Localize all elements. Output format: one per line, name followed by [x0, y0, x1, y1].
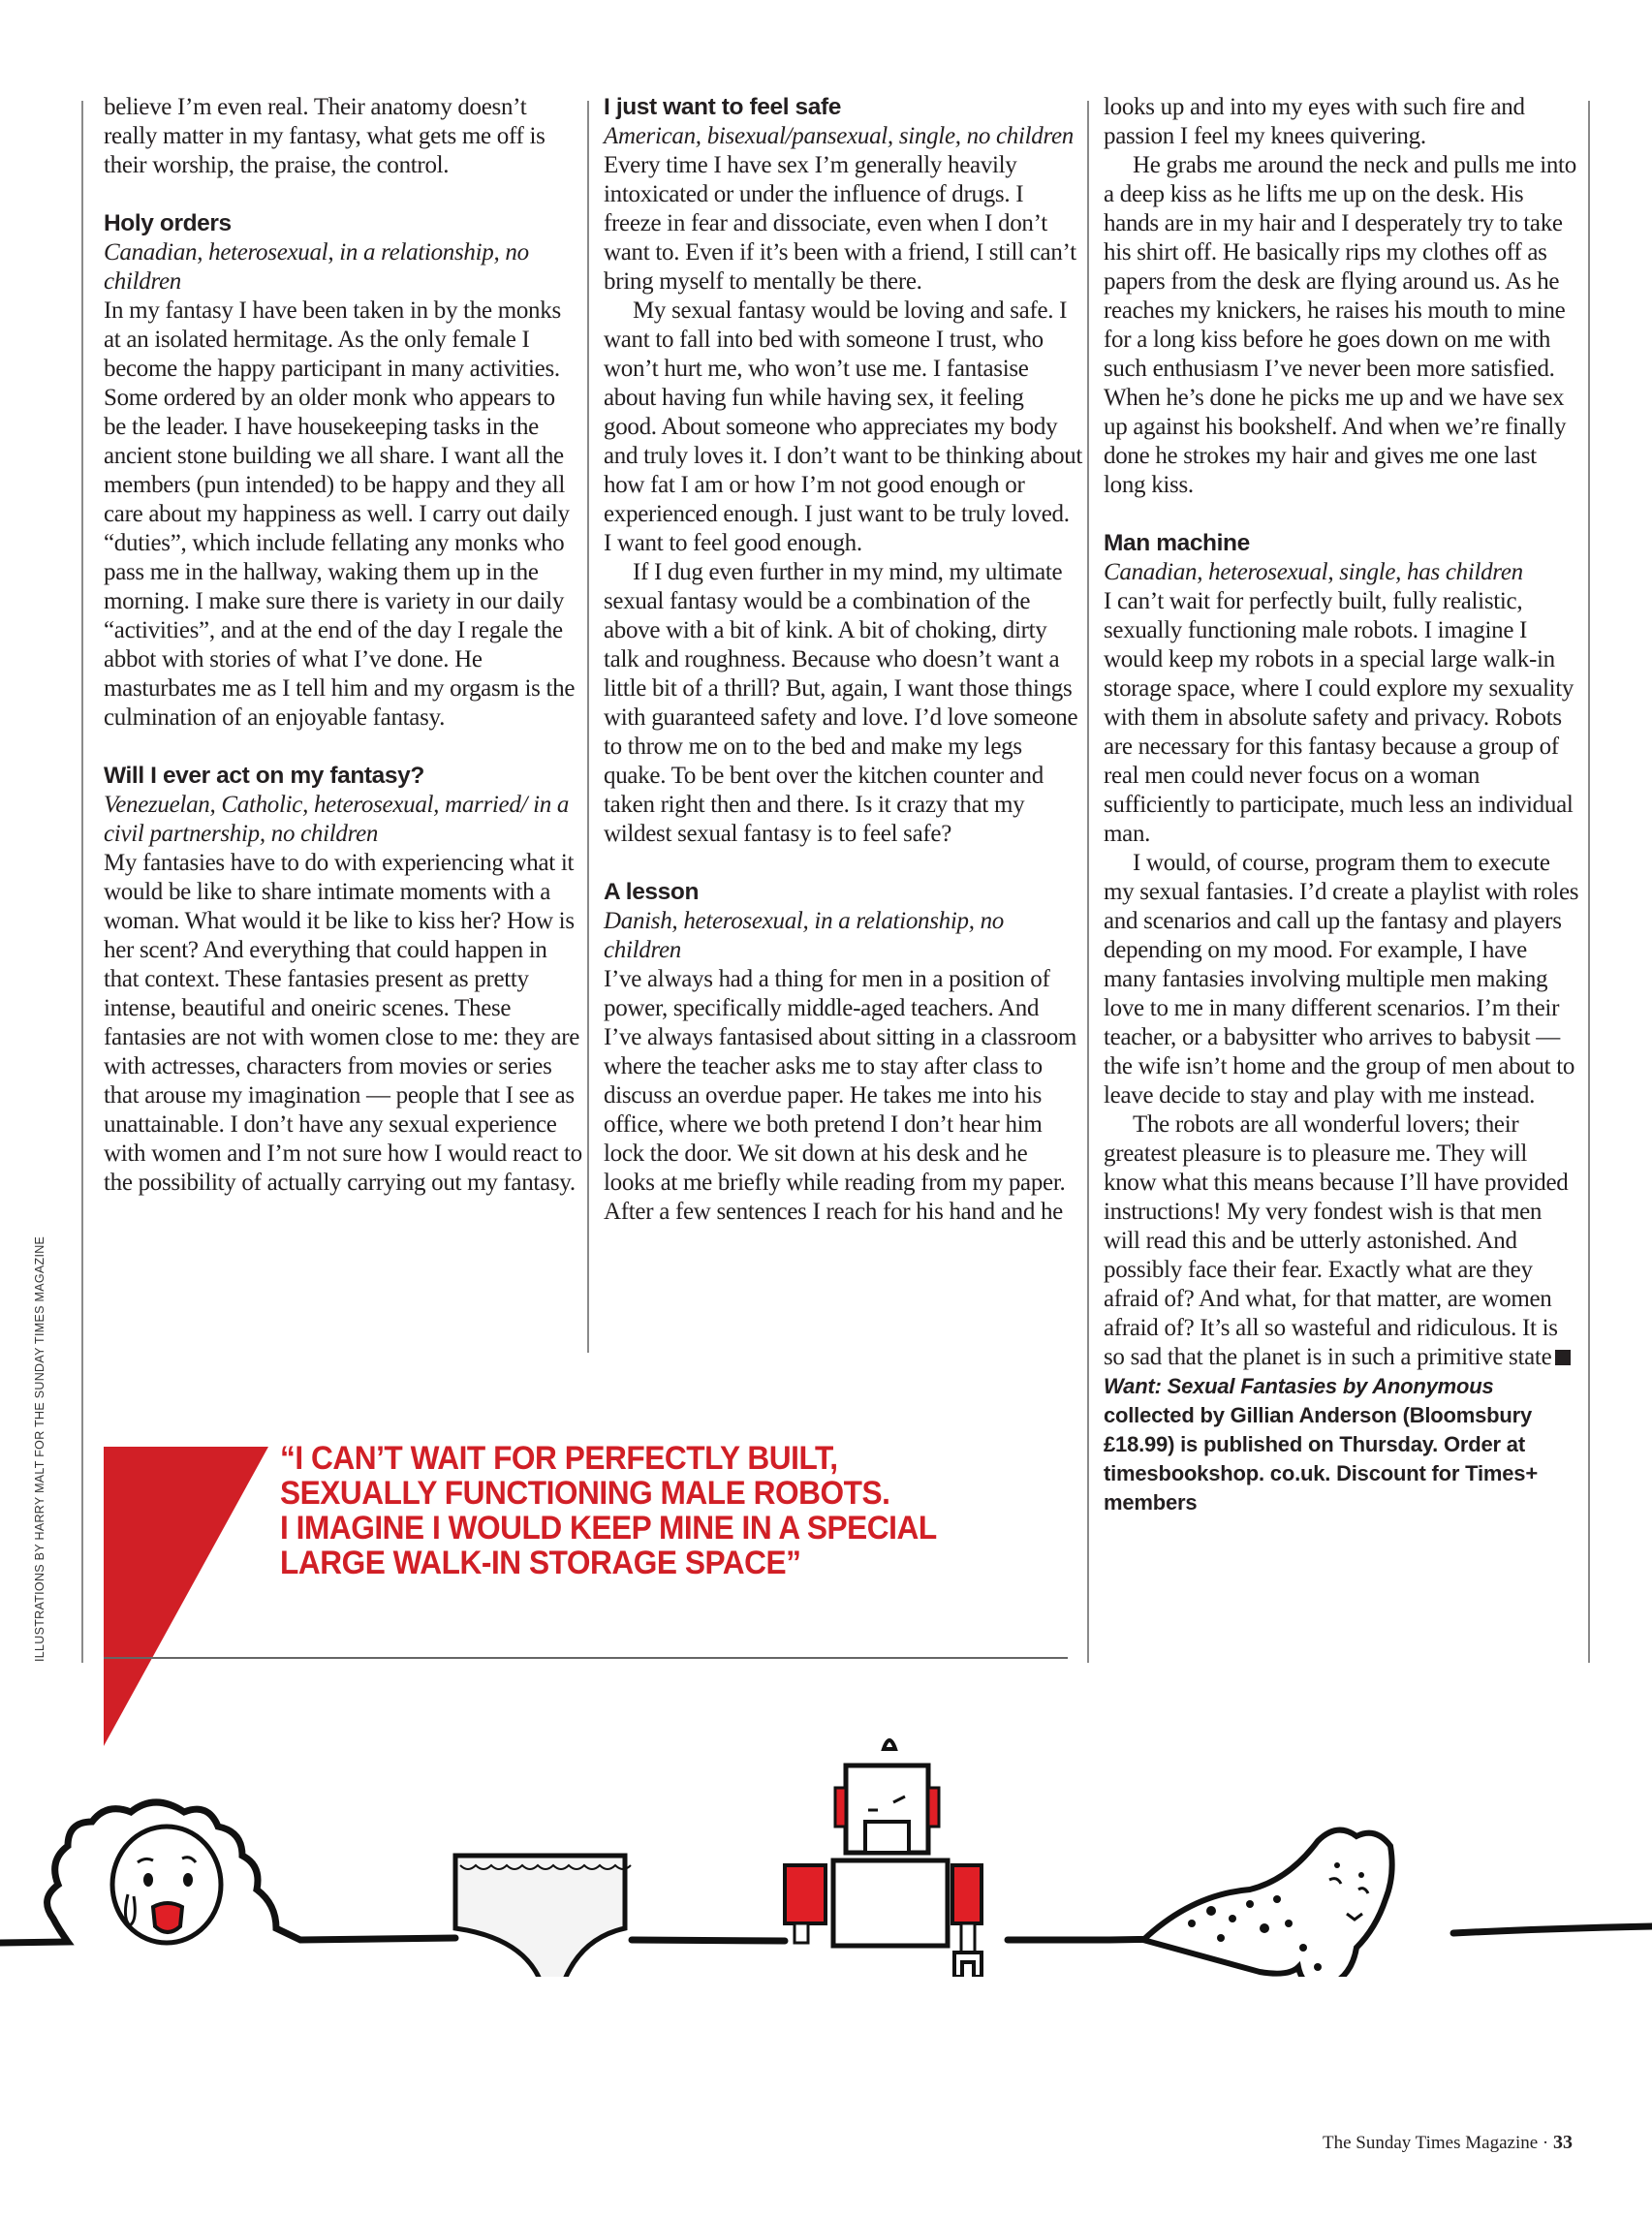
pull-quote-line: I IMAGINE I WOULD KEEP MINE IN A SPECIAL [280, 1510, 937, 1546]
pull-quote-line: SEXUALLY FUNCTIONING MALE ROBOTS. [280, 1475, 890, 1512]
column-rule-right [1588, 101, 1590, 1663]
horizontal-rule [104, 1657, 1068, 1659]
body-paragraph: My fantasies have to do with experiencing what it would be like to share intimate moments with a woman. What would it be like to kiss her? How is her scent? And everything that could happen in that context. These fantasies present as pretty intense, beautiful and oneiric scenes. These fantasies are not with women close to me: they are with actresses, characters from movies or series that arouse my imagination — people that I see as unattainable. I don’t have any sexual experience with women and I’m not sure how I would react to the possibility of actually carrying out my fantasy. [104, 850, 582, 1196]
body-paragraph: He grabs me around the neck and pulls me into a deep kiss as he lifts me up on the desk. His hands are in my hair and I desperately try to take his shirt off. He basically rips my clothes off as papers from the desk are flying around us. As he reaches my knickers, he raises his mouth to mine for a long kiss before he goes down on me with such enthusiasm I’ve never been more satisfied. When he’s done he picks me up and we have sex up against his bookshelf. And when we’re finally done he strokes my hair and gives me one last long kiss. [1104, 152, 1576, 498]
closing-text: The robots are all wonderful lovers; their greatest pleasure is to pleasure me. They will know what this means because I’ll have provided instructions! My very fondest wish is that men will read this and be utterly astonished. And possibly face their fear. Exactly what are they afraid of? And what, for that matter, are women afraid of? It’s all so wasteful and ridiculous. It is so sad that the planet is in such a primitive state [1104, 1111, 1569, 1370]
continued-text: believe I’m even real. Their anatomy doesn’t really matter in my fantasy, what gets me off is their worship, the praise, the control. [104, 94, 545, 178]
publication-name: The Sunday Times Magazine [1322, 2133, 1539, 2153]
book-note [1104, 1372, 1582, 1517]
section-meta: Canadian, heterosexual, in a relationship, no children [104, 239, 529, 295]
section-title: Will I ever act on my fantasy? [104, 763, 424, 789]
robot-icon [785, 1740, 982, 1977]
leopard-icon [1143, 1830, 1392, 1977]
section-meta: Danish, heterosexual, in a relationship, no children [604, 908, 1004, 963]
pull-quote-line: “I CAN’T WAIT FOR PERFECTLY BUILT, [280, 1440, 838, 1477]
cloud-face-icon [112, 1827, 221, 1943]
book-details: collected by Gillian Anderson (Bloomsbury £18.99) is published on Thursday. Order at timesbookshop. co.uk. Discount for Times+ members [1104, 1403, 1538, 1515]
column-rule-left [81, 101, 83, 1663]
section-meta: Venezuelan, Catholic, heterosexual, married/ in a civil partnership, no children [104, 792, 570, 847]
book-title: Want: Sexual Fantasies by Anonymous [1104, 1374, 1494, 1398]
section-title: Man machine [1104, 530, 1250, 556]
illustration-strip [0, 1686, 1652, 1977]
continued-text: looks up and into my eyes with such fire and passion I feel my knees quivering. [1104, 94, 1525, 149]
pull-quote [280, 1441, 982, 1580]
body-paragraph [1104, 1110, 1582, 1372]
column-2 [604, 93, 1082, 1227]
lace-knickers-icon [455, 1856, 631, 1977]
end-mark-icon [1555, 1350, 1571, 1365]
illustration-credit: ILLUSTRATIONS BY HARRY MALT FOR THE SUNDAY TIMES MAGAZINE [33, 1235, 47, 1662]
body-paragraph: My sexual fantasy would be loving and safe. I want to fall into bed with someone I trust, who won’t hurt me, who won’t use me. I fantasise about having fun while having sex, it feeling good. About someone who appreciates my body and truly loves it. I don’t want to be thinking about how fat I am or how I’m not good enough or experienced enough. I just want to be truly loved. I want to feel good enough. [604, 297, 1082, 556]
body-paragraph: In my fantasy I have been taken in by the monks at an isolated hermitage. As the only female I become the happy participant in many activities. Some ordered by an older monk who appears to be the leader. I have housekeeping tasks in the ancient stone building we all share. I want all the members (pun intended) to be happy and they all care about my happiness as well. I carry out daily “duties”, which include fellating any monks who pass me in the hallway, waking them up in the morning. I make sure there is variety in our daily “activities”, and at the end of the day I regale the abbot with stories of what I’ve done. He masturbates me as I tell him and my orgasm is the culmination of an enjoyable fantasy. [104, 297, 576, 731]
column-rule-2 [1087, 101, 1089, 1663]
body-paragraph: I would, of course, program them to execute my sexual fantasies. I’d create a playlist with roles and scenarios and call up the fantasy and players depending on my mood. For example, I have many fantasies involving multiple men making love to me in many different scenarios. I’m their teacher, or a babysitter who arrives to babysit — the wife isn’t home and the group of men about to leave decide to stay and play with me instead. [1104, 850, 1579, 1109]
section-title: Holy orders [104, 210, 232, 236]
body-paragraph: I’ve always had a thing for men in a position of power, specifically middle-aged teachers. And I’ve always fantasised about sitting in a classroom where the teacher asks me to stay after class to discuss an overdue paper. He takes me into his office, where we both pretend I don’t hear him lock the door. We sit down at his desk and he looks at me briefly while reading from my paper. After a few sentences I reach for his hand and he [604, 966, 1077, 1225]
column-1 [104, 93, 582, 1198]
section-title: I just want to feel safe [604, 94, 841, 120]
page-number: 33 [1553, 2132, 1573, 2153]
section-meta: American, bisexual/pansexual, single, no children [604, 123, 1074, 149]
column-3 [1104, 93, 1582, 1517]
footer-separator: · [1542, 2133, 1549, 2153]
column-rule-1 [587, 101, 589, 1353]
body-paragraph: If I dug even further in my mind, my ultimate sexual fantasy would be a combination of the above with a bit of kink. A bit of choking, dirty talk and roughness. Because who doesn’t want a little bit of a thrill? But, again, I want those things with guaranteed safety and love. I’d love someone to throw me on to the bed and make my legs quake. To be bent over the kitchen counter and taken right then and there. Is it crazy that my wildest sexual fantasy is to feel safe? [604, 559, 1078, 847]
page-footer [1323, 2132, 1573, 2154]
section-meta: Canadian, heterosexual, single, has children [1104, 559, 1523, 585]
pull-quote-line: LARGE WALK-IN STORAGE SPACE” [280, 1545, 801, 1581]
body-paragraph: I can’t wait for perfectly built, fully realistic, sexually functioning male robots. I imagine I would keep my robots in a special large walk-in storage space, where I could explore my sexuality with them in absolute safety and privacy. Robots are necessary for this fantasy because a group of real men could never focus on a woman sufficiently to participate, much less an individual man. [1104, 588, 1574, 847]
section-title: A lesson [604, 879, 700, 905]
body-paragraph: Every time I have sex I’m generally heavily intoxicated or under the influence of drugs. I freeze in fear and dissociate, even when I don’t want to. Even if it’s been with a friend, I still can’t bring myself to mentally be there. [604, 152, 1076, 295]
